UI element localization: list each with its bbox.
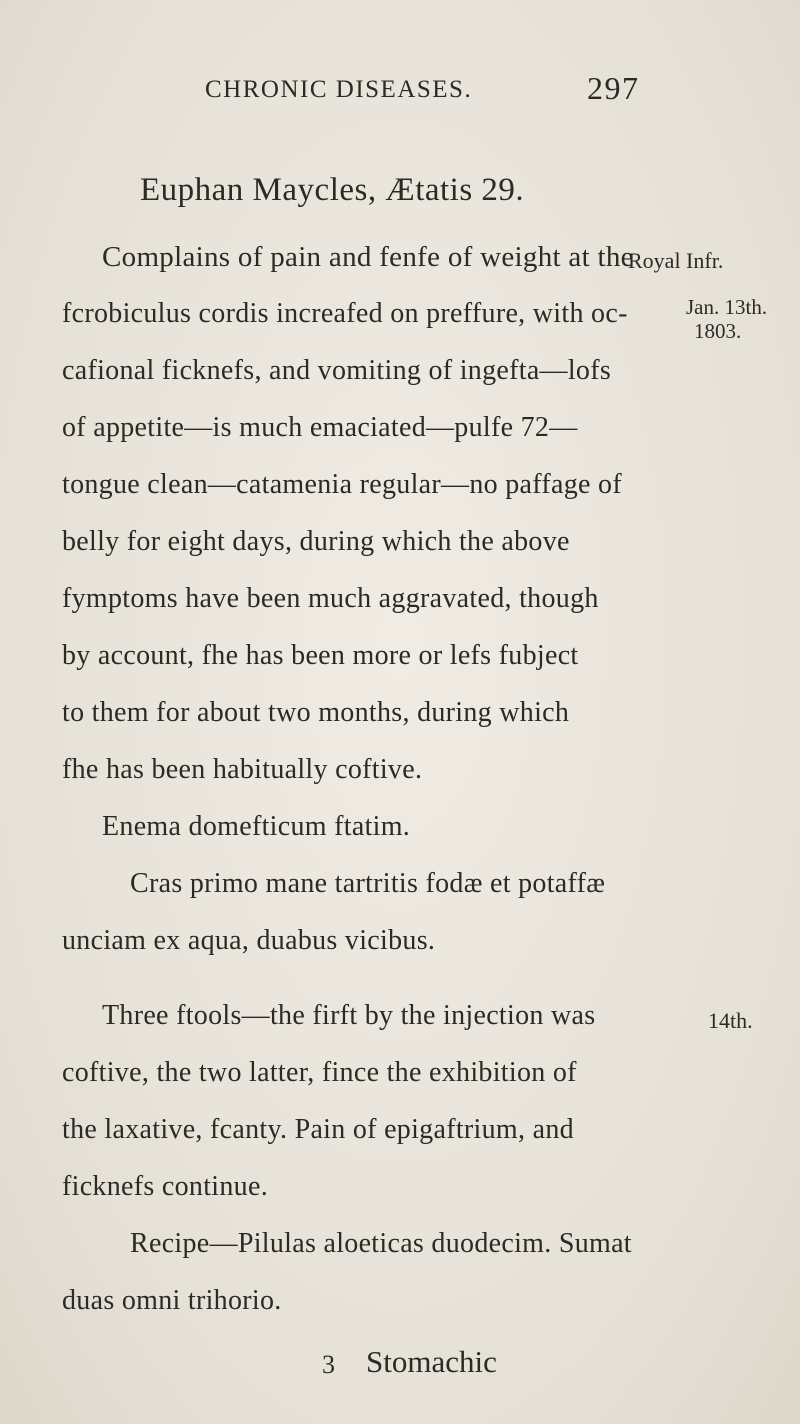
text-line: coftive, the two latter, fince the exhibition of — [62, 1057, 577, 1088]
prescription-line: Enema domefticum ftatim. — [102, 811, 411, 842]
text-line: fhe has been habitually coftive. — [62, 754, 423, 785]
margin-note-place: Royal Infr. — [628, 248, 724, 273]
text-line: by account, fhe has been more or lefs fubject — [62, 640, 579, 671]
margin-note-date: Jan. 13th. — [686, 295, 768, 319]
text-line: tongue clean—catamenia regular—no paffage of — [62, 469, 622, 500]
text-line: cafional ficknefs, and vomiting of ingefta—lofs — [62, 355, 612, 386]
text-line: Three ftools—the firft by the injection was — [102, 1000, 596, 1031]
catchword: Stomachic — [366, 1344, 497, 1379]
prescription-line: Cras primo mane tartritis fodæ et potaffæ — [130, 868, 606, 899]
running-title: CHRONIC DISEASES. — [205, 76, 473, 103]
margin-note-date: 14th. — [708, 1008, 753, 1033]
text-line: to them for about two months, during which — [62, 697, 570, 728]
text-line: belly for eight days, during which the above — [62, 526, 570, 557]
prescription-line: duas omni trihorio. — [62, 1285, 282, 1316]
page-number: 297 — [587, 70, 640, 106]
margin-note-year: 1803. — [694, 319, 742, 343]
case-title: Euphan Maycles, Ætatis 29. — [140, 172, 525, 208]
text-line: of appetite—is much emaciated—pulfe 72— — [62, 412, 578, 443]
signature-mark: 3 — [322, 1350, 335, 1379]
text-line: Complains of pain and fenfe of weight at the — [102, 241, 634, 273]
text-line: fymptoms have been much aggravated, though — [62, 583, 599, 614]
text-line: the laxative, fcanty. Pain of epigaftrium, and — [62, 1114, 574, 1145]
prescription-line: Recipe—Pilulas aloeticas duodecim. Sumat — [130, 1228, 632, 1259]
text-line: ficknefs continue. — [62, 1171, 268, 1202]
prescription-line: unciam ex aqua, duabus vicibus. — [62, 925, 436, 956]
text-line: fcrobiculus cordis increafed on preffure, with oc- — [62, 298, 628, 329]
